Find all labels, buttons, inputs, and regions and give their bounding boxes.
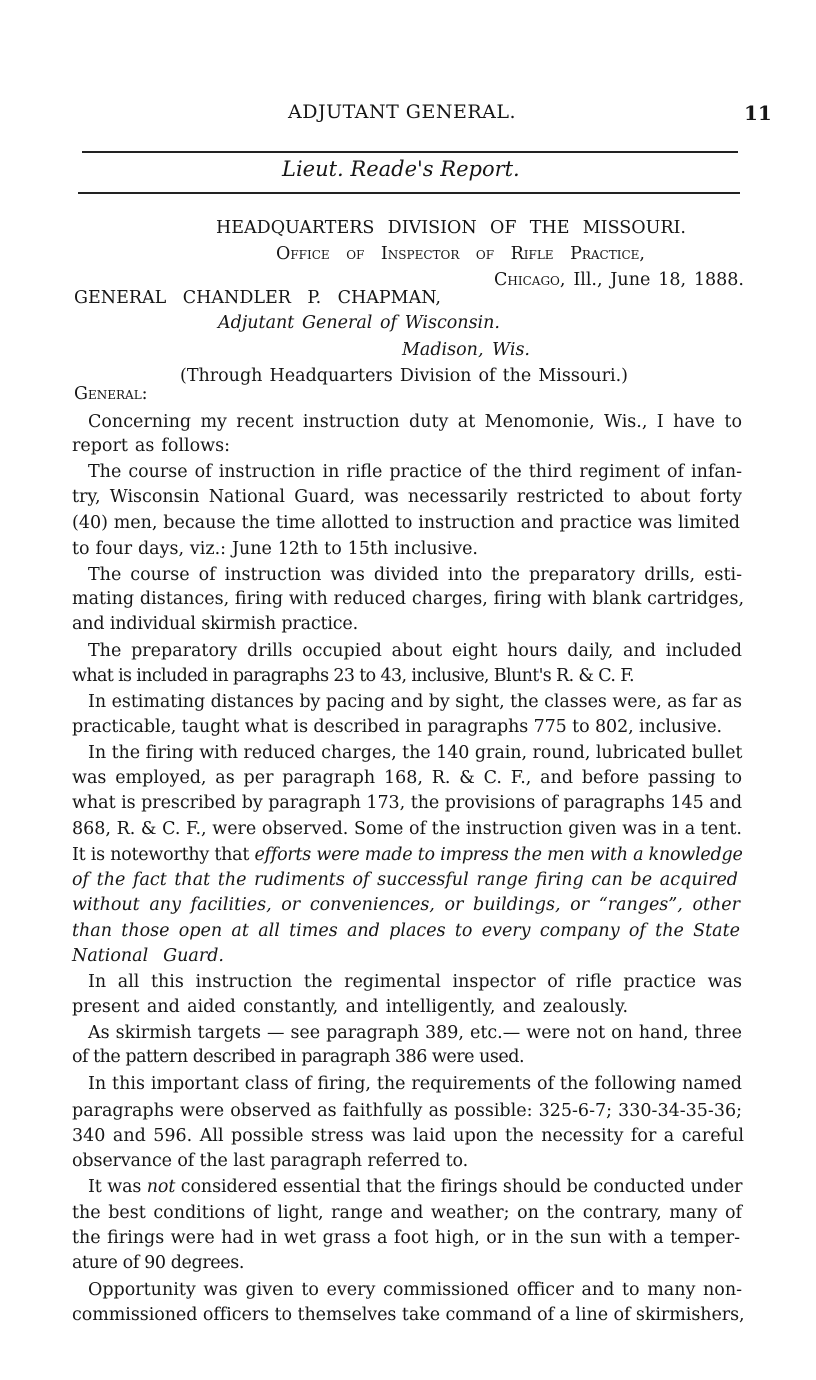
- body-line-33: the firings were had in wet grass a foot high, or in the sun with a temper-: [72, 1228, 740, 1248]
- body-line-31-start: It was: [88, 1177, 142, 1197]
- body-line-36: commissioned officers to themselves take command of a line of skirmishers,: [72, 1305, 745, 1325]
- body-line-31-end: considered essential that the firings should be conducted under: [180, 1177, 743, 1197]
- body-line-28: paragraphs were observed as faithfully as possible: 325-6-7; 330-34-35-36;: [72, 1101, 742, 1121]
- body-line-31-emphasis: not: [146, 1177, 176, 1197]
- body-line-23: In all this instruction the regimental inspector of rifle practice was: [88, 972, 742, 992]
- recipient-name: GENERAL CHANDLER P. CHAPMAN,: [74, 288, 441, 308]
- body-line-5: (40) men, because the time allotted to instruction and practice was limited: [72, 513, 740, 533]
- body-line-19: of the fact that the rudiments of successful range firing can be acquired: [72, 870, 739, 890]
- body-line-18: [72, 845, 743, 865]
- recipient-title: Adjutant General of Wisconsin.: [218, 313, 500, 333]
- body-line-6: to four days, viz.: June 12th to 15th inclusive.: [72, 539, 478, 559]
- dateline-place: Chicago,: [494, 270, 566, 290]
- body-line-7: The course of instruction was divided into the preparatory drills, esti-: [88, 565, 742, 585]
- running-head: ADJUTANT GENERAL.: [288, 101, 517, 123]
- body-line-11: what is included in paragraphs 23 to 43, inclusive, Blunt's R. & C. F.: [72, 666, 634, 686]
- body-line-15: was employed, as per paragraph 168, R. & C. F., and before passing to: [72, 768, 742, 788]
- body-line-12: In estimating distances by pacing and by sight, the classes were, as far as: [88, 692, 742, 712]
- body-line-4: try, Wisconsin National Guard, was necessarily restricted to about forty: [72, 487, 742, 507]
- body-line-27: In this important class of firing, the requirements of the following named: [88, 1074, 742, 1094]
- body-line-2: report as follows:: [72, 436, 230, 456]
- recipient-place: Madison, Wis.: [402, 340, 530, 360]
- body-line-13: practicable, taught what is described in paragraphs 775 to 802, inclusive.: [72, 717, 722, 737]
- body-line-10: The preparatory drills occupied about eight hours daily, and included: [88, 641, 742, 661]
- body-line-18-roman: It is noteworthy that: [72, 845, 250, 865]
- body-line-8: mating distances, firing with reduced charges, firing with blank cartridges,: [72, 589, 745, 609]
- bottom-rule: [78, 192, 740, 194]
- body-line-31: [88, 1177, 742, 1197]
- body-line-3: The course of instruction in rifle practice of the third regiment of infan-: [88, 462, 743, 482]
- body-line-22: National Guard.: [72, 946, 224, 966]
- routing-note: (Through Headquarters Division of the Missouri.): [180, 366, 628, 386]
- body-line-34: ature of 90 degrees.: [72, 1253, 244, 1273]
- body-line-16: what is prescribed by paragraph 173, the provisions of paragraphs 145 and: [72, 793, 742, 813]
- body-line-29: 340 and 596. All possible stress was laid upon the necessity for a careful: [72, 1126, 745, 1146]
- letterhead-line-1: HEADQUARTERS DIVISION OF THE MISSOURI.: [216, 218, 686, 238]
- body-line-26: of the pattern described in paragraph 386 were used.: [72, 1047, 525, 1067]
- top-rule: [82, 151, 738, 153]
- letterhead-dateline: [494, 270, 744, 290]
- body-line-18-italic: efforts were made to impress the men with a knowledge: [254, 845, 743, 865]
- body-line-21: than those open at all times and places to every company of the State: [72, 921, 740, 941]
- body-line-32: the best conditions of light, range and weather; on the contrary, many of: [72, 1203, 742, 1223]
- body-line-14: In the firing with reduced charges, the 140 grain, round, lubricated bullet: [88, 743, 743, 763]
- body-line-35: Opportunity was given to every commissioned officer and to many non-: [88, 1280, 743, 1300]
- body-line-9: and individual skirmish practice.: [72, 614, 359, 634]
- body-line-25: As skirmish targets — see paragraph 389, etc.— were not on hand, three: [88, 1023, 742, 1043]
- body-line-20: without any facilities, or conveniences, or buildings, or “ranges”, other: [72, 895, 741, 915]
- dateline-date: Ill., June 18, 1888.: [573, 270, 744, 290]
- letterhead-line-2: Office of Inspector of Rifle Practice,: [276, 244, 645, 264]
- body-line-30: observance of the last paragraph referred to.: [72, 1151, 469, 1171]
- body-line-1: Concerning my recent instruction duty at Menomonie, Wis., I have to: [88, 412, 742, 432]
- body-line-17: 868, R. & C. F., were observed. Some of the instruction given was in a tent.: [72, 819, 742, 839]
- salutation: General:: [74, 384, 148, 404]
- page-number: 11: [744, 101, 772, 125]
- report-title: Lieut. Reade's Report.: [282, 157, 520, 181]
- body-line-24: present and aided constantly, and intelligently, and zealously.: [72, 997, 629, 1017]
